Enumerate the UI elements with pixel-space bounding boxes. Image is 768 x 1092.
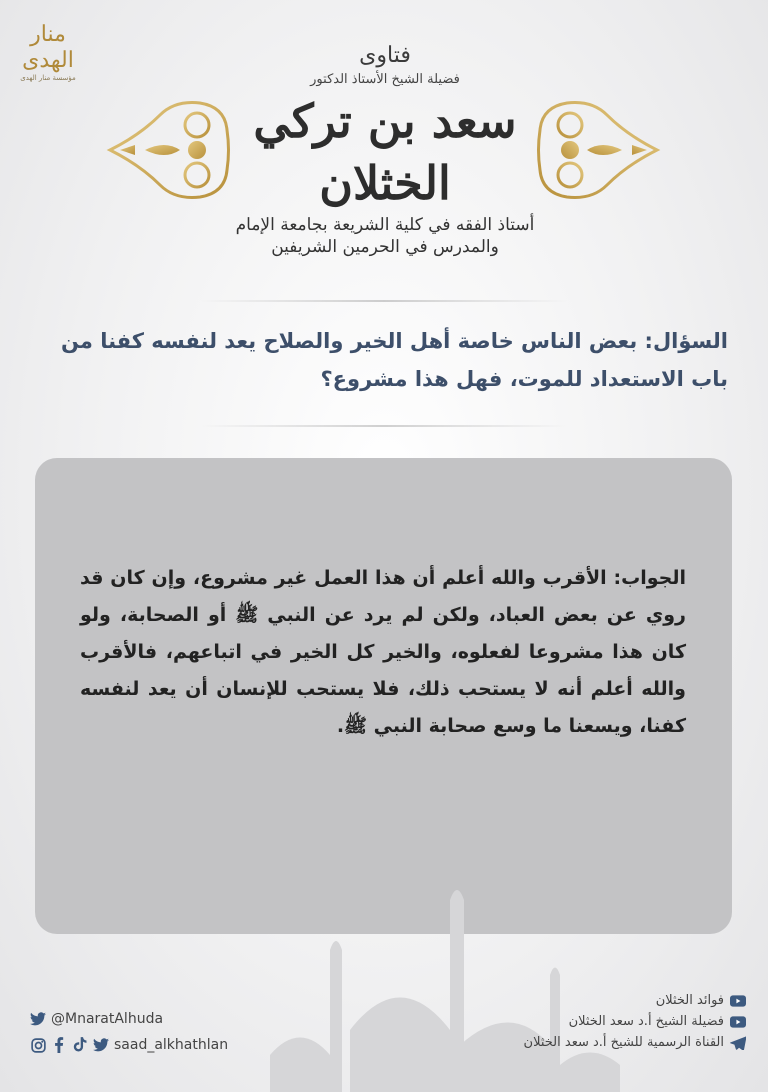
role-line-1: أستاذ الفقه في كلية الشريعة بجامعة الإمام [235,215,535,235]
facebook-icon [51,1037,67,1053]
logo-mark: منار الهدى [22,22,74,73]
answer-text: الجواب: الأقرب والله أعلم أن هذا العمل غير مشروع، وإن كان قد روي عن بعض العباد، ولكن لم يرد عن النبي ﷺ أو الصحابة، ولو كان هذا مشروعا لفعلوه، والخير كل الخير في اتباعهم، فالأقرب والله أعلم أنه لا يستحب ذلك، فلا يستحب للإنسان أن يعد لنفسه كفنا، ويسعنا ما وسع صحابة النبي ﷺ. [80,567,686,737]
channel-label: فوائد الخثلان [655,993,724,1008]
bottom-divider [200,425,568,427]
telegram-icon [730,1035,746,1051]
channel-item[interactable] [524,990,746,1011]
twitter-handle: @MnaratAlhuda [51,1011,164,1027]
tiktok-icon [72,1037,88,1053]
instagram-icon [30,1037,46,1053]
channel-item[interactable] [524,1011,746,1032]
youtube-icon [730,993,746,1009]
honorific: فضيلة الشيخ الأستاذ الدكتور [310,72,460,87]
twitter-icon [30,1011,46,1027]
sheikh-name: سعد بن تركي الخثلان [253,94,517,210]
social-handle: saad_alkhathlan [114,1037,229,1053]
footer-channels [524,990,746,1053]
channel-item[interactable] [524,1032,746,1053]
sheikh-title-block [190,42,580,258]
footer-social-left [30,1006,228,1058]
mosque-silhouette [150,880,670,1092]
brand-logo [18,22,78,92]
twitter-icon [93,1037,109,1053]
fatawa-title: فتاوى [359,43,411,68]
role-line-2: والمدرس في الحرمين الشريفين [271,237,499,257]
logo-caption: مؤسسة منار الهدى [20,74,76,82]
channel-label: فضيلة الشيخ أ.د سعد الخثلان [568,1014,724,1029]
top-divider [200,300,568,302]
question-text: السؤال: بعض الناس خاصة أهل الخير والصلاح يعد لنفسه كفنا من باب الاستعداد للموت، فهل هذا مشروع؟ [61,329,728,391]
social-row[interactable] [30,1032,228,1058]
channel-label: القناة الرسمية للشيخ أ.د سعد الخثلان [523,1035,724,1050]
twitter-row[interactable] [30,1006,228,1032]
youtube-icon [730,1014,746,1030]
